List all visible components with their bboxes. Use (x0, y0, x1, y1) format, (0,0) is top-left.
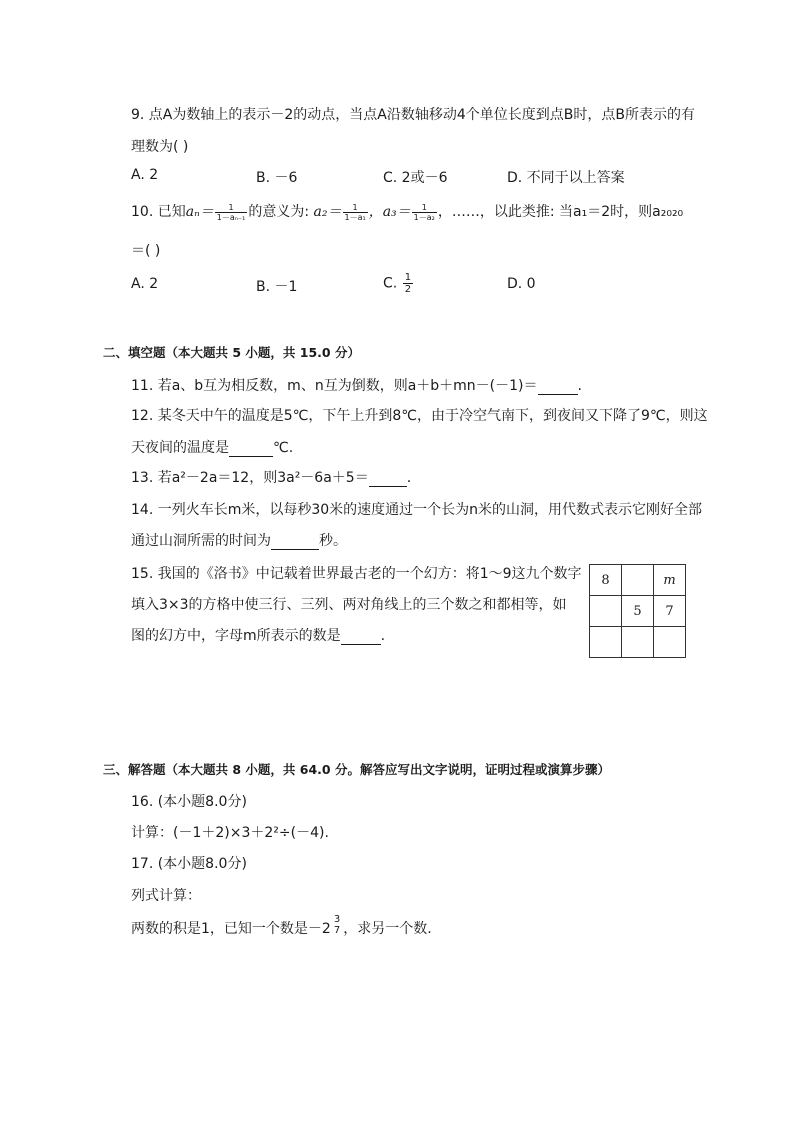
q10-rest: ，……，以此类推: 当a₁＝2时，则a₂₀₂₀ (437, 204, 684, 220)
magic-square-grid (589, 564, 686, 658)
magic-square-cell: 5 (622, 596, 654, 627)
section2-title: 二、填空题（本大题共 5 小题，共 15.0 分） (103, 345, 360, 360)
q9-option-a: A. 2 (131, 167, 159, 183)
q10-option-c: C. $\frac{1}{2}$ (383, 272, 412, 295)
magic-square-cell (590, 627, 622, 658)
q10-a2-lhs: a₂＝ (313, 204, 342, 220)
q10-line1 (131, 201, 683, 222)
q12-answer-blank (229, 442, 273, 457)
q10-line2: ＝( ) (131, 243, 161, 259)
q10-def-lhs: aₙ＝ (185, 204, 214, 220)
q10-prefix: 10. 已知 (131, 204, 186, 220)
q12-line1: 12. 某冬天中午的温度是5℃，下午上升到8℃，由于冷空气南下，到夜间又下降了9℃，则这 (131, 408, 708, 424)
q17-header: 17. (本小题8.0分) (131, 856, 247, 872)
q9-option-b: B. －6 (256, 170, 298, 186)
q10-option-d: D. 0 (507, 276, 536, 292)
q17-mixed-fraction: 3 7 (333, 914, 341, 936)
q17-line1: 列式计算： (131, 888, 201, 904)
q15-answer-blank (341, 630, 381, 645)
q15-line2: 填入3×3的方格中使三行、三列、两对角线上的三个数之和都相等，如 (131, 597, 567, 613)
magic-square-row (590, 565, 686, 596)
q11: 11. 若a、b互为相反数，m、n互为倒数，则a＋b＋mn－(－1)＝ . (131, 378, 582, 394)
q16-text: 计算：(－1＋2)×3＋2²÷(－4). (131, 825, 329, 841)
magic-square-cell (590, 596, 622, 627)
q9-line2: 理数为( ) (131, 139, 189, 155)
q9-option-c: C. 2或－6 (383, 170, 448, 186)
q16-header: 16. (本小题8.0分) (131, 794, 247, 810)
magic-square-cell (622, 565, 654, 596)
magic-square-cell: 8 (590, 565, 622, 596)
q11-answer-blank (538, 380, 578, 395)
magic-square-row (590, 596, 686, 627)
q14-line2: 通过山洞所需的时间为 秒。 (131, 533, 347, 549)
section3-title: 三、解答题（本大题共 8 小题，共 64.0 分。解答应写出文字说明，证明过程或演算步骤） (103, 762, 610, 777)
q14-line1: 14. 一列火车长m米，以每秒30米的速度通过一个长为n米的山洞，用代数式表示它刚好全部 (131, 502, 703, 518)
q10-meaning: 的意义为: (248, 204, 310, 220)
magic-square-cell: m (654, 565, 686, 596)
q9-line1: 9. 点A为数轴上的表示－2的动点，当点A沿数轴移动4个单位长度到点B时，点B所表示的有 (131, 107, 695, 123)
magic-square-cell: 7 (654, 596, 686, 627)
q10-a3-fraction: $\frac{1}{\text{1－a₂}}$ (413, 202, 435, 222)
q17-line2: 两数的积是1，已知一个数是－2 3 7 ，求另一个数. (131, 914, 432, 937)
magic-square-cell (654, 627, 686, 658)
q14-answer-blank (271, 535, 319, 550)
q10-option-a: A. 2 (131, 276, 159, 292)
q13: 13. 若a²－2a＝12，则3a²－6a＋5＝ . (131, 470, 412, 486)
q10-option-c-fraction: $\frac{1}{2}$ (404, 272, 412, 295)
q12-line2: 天夜间的温度是 ℃. (131, 440, 294, 456)
q13-answer-blank (369, 472, 407, 487)
q10-a3-lhs: ，a₃＝ (368, 204, 411, 220)
q10-def-fraction: $\frac{1}{\text{1－aₙ₋₁}}$ (216, 202, 246, 222)
q9-option-d: D. 不同于以上答案 (507, 170, 625, 186)
q10-a2-fraction: $\frac{1}{\text{1－a₁}}$ (344, 202, 366, 222)
magic-square-row (590, 627, 686, 658)
magic-square-cell (622, 627, 654, 658)
q15-line3: 图的幻方中，字母m所表示的数是 . (131, 628, 386, 644)
q10-option-b: B. －1 (256, 279, 298, 295)
q15-line1: 15. 我国的《洛书》中记载着世界最古老的一个幻方：将1～9这九个数字 (131, 566, 582, 582)
